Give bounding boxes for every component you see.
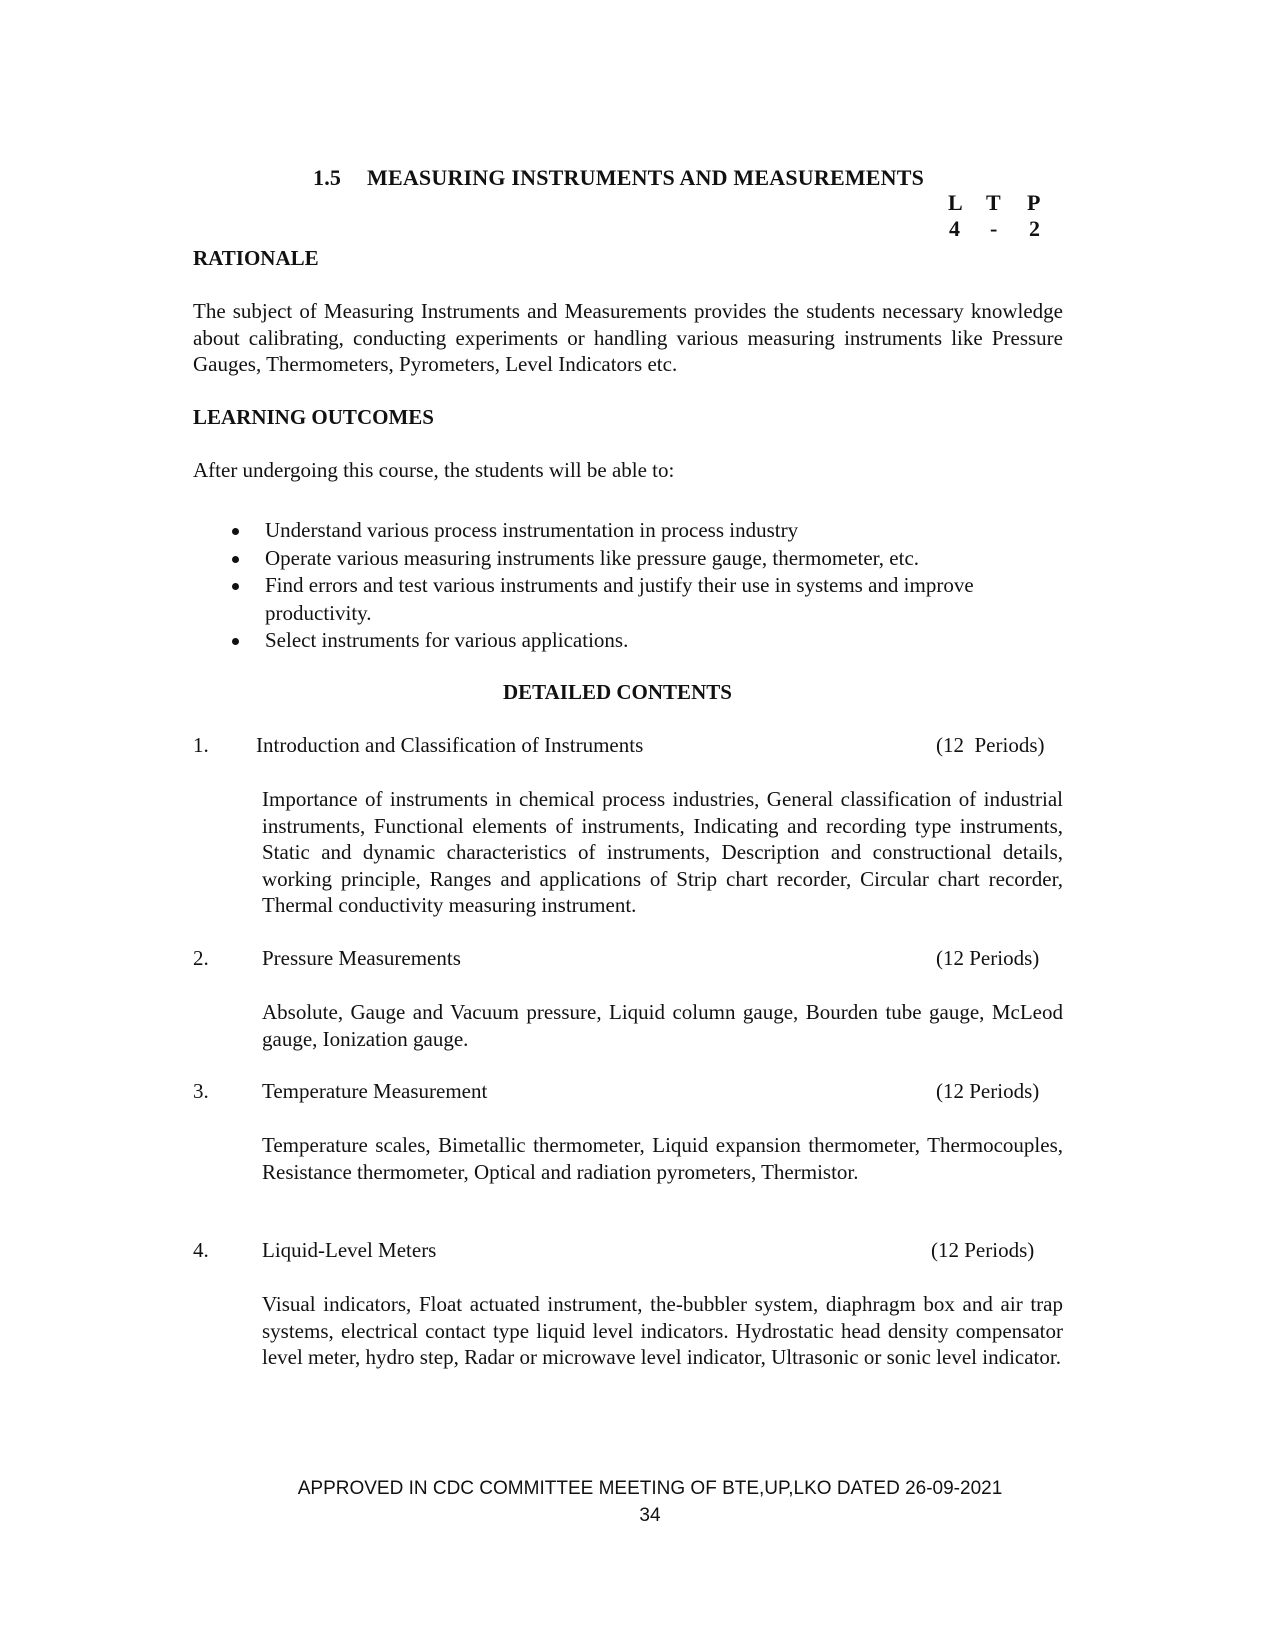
page-number: 34: [639, 1505, 661, 1526]
outcomes-intro: After undergoing this course, the students will be able to:: [193, 458, 675, 482]
rationale-heading: RATIONALE: [193, 246, 319, 270]
ltp-header-l: L: [948, 190, 963, 215]
ltp-value-l: 4: [949, 216, 960, 241]
outcome-item: Select instruments for various applications.: [222, 627, 1062, 655]
section-body: Absolute, Gauge and Vacuum pressure, Liquid column gauge, Bourden tube gauge, McLeod gauge, Ionization gauge.: [262, 1000, 1063, 1051]
document-title: [313, 165, 924, 191]
section-title: Temperature Measurement: [262, 1079, 488, 1103]
bullet-icon: [232, 638, 239, 645]
ltp-header-t: T: [986, 190, 1001, 215]
bullet-icon: [232, 583, 239, 590]
outcome-item: Understand various process instrumentation in process industry: [222, 517, 1062, 545]
bullet-icon: [232, 528, 239, 535]
section-title: Liquid-Level Meters: [262, 1238, 437, 1262]
ltp-value-t: -: [990, 216, 998, 241]
ltp-header-p: P: [1027, 190, 1041, 215]
section-title: Introduction and Classification of Instruments: [256, 733, 644, 757]
section-title: Pressure Measurements: [262, 946, 461, 970]
section-periods: (12 Periods): [931, 1238, 1035, 1262]
outcome-item: Find errors and test various instruments and justify their use in systems and improve productivity.: [222, 572, 1070, 627]
section-body: Temperature scales, Bimetallic thermometer, Liquid expansion thermometer, Thermocouples, Resistance thermometer, Optical and radiation pyrometers, Thermistor.: [262, 1133, 1063, 1184]
section-number: 3.: [193, 1079, 209, 1103]
section-body: Visual indicators, Float actuated instrument, the-bubbler system, diaphragm box and air trap systems, electrical contact type liquid level indicators. Hydrostatic head density compensator level meter, hydro step, Radar or microwave level indicator, Ultrasonic or sonic level indicator.: [262, 1292, 1063, 1369]
section-number: 1.: [193, 733, 209, 757]
footer-approval: APPROVED IN CDC COMMITTEE MEETING OF BTE,UP,LKO DATED 26-09-2021: [297, 1478, 1003, 1499]
section-body: Importance of instruments in chemical process industries, General classification of industrial instruments, Functional elements of instruments, Indicating and recording type instruments, Static and dynamic characteristics of instruments, Description and constructional details, working principle, Ranges and applications of Strip chart recorder, Circular chart recorder, Thermal conductivity measuring instrument.: [262, 787, 1063, 917]
title-number: 1.5: [313, 165, 342, 190]
section-number: 2.: [193, 946, 209, 970]
section-periods: (12 Periods): [936, 946, 1040, 970]
outcome-item: Operate various measuring instruments like pressure gauge, thermometer, etc.: [222, 545, 1062, 573]
outcomes-heading: LEARNING OUTCOMES: [193, 405, 434, 429]
rationale-paragraph: The subject of Measuring Instruments and Measurements provides the students necessary knowledge about calibrating, conducting experiments or handling various measuring instruments like Pressure Gauges, Thermometers, Pyrometers, Level Indicators etc.: [193, 299, 1063, 376]
outcomes-list: [222, 517, 1062, 655]
section-periods: (12 Periods): [936, 1079, 1040, 1103]
title-text: MEASURING INSTRUMENTS AND MEASUREMENTS: [367, 165, 925, 190]
contents-heading: DETAILED CONTENTS: [503, 680, 732, 704]
bullet-icon: [232, 556, 239, 563]
section-number: 4.: [193, 1238, 209, 1262]
ltp-value-p: 2: [1029, 216, 1040, 241]
section-periods: (12 Periods): [936, 733, 1045, 757]
